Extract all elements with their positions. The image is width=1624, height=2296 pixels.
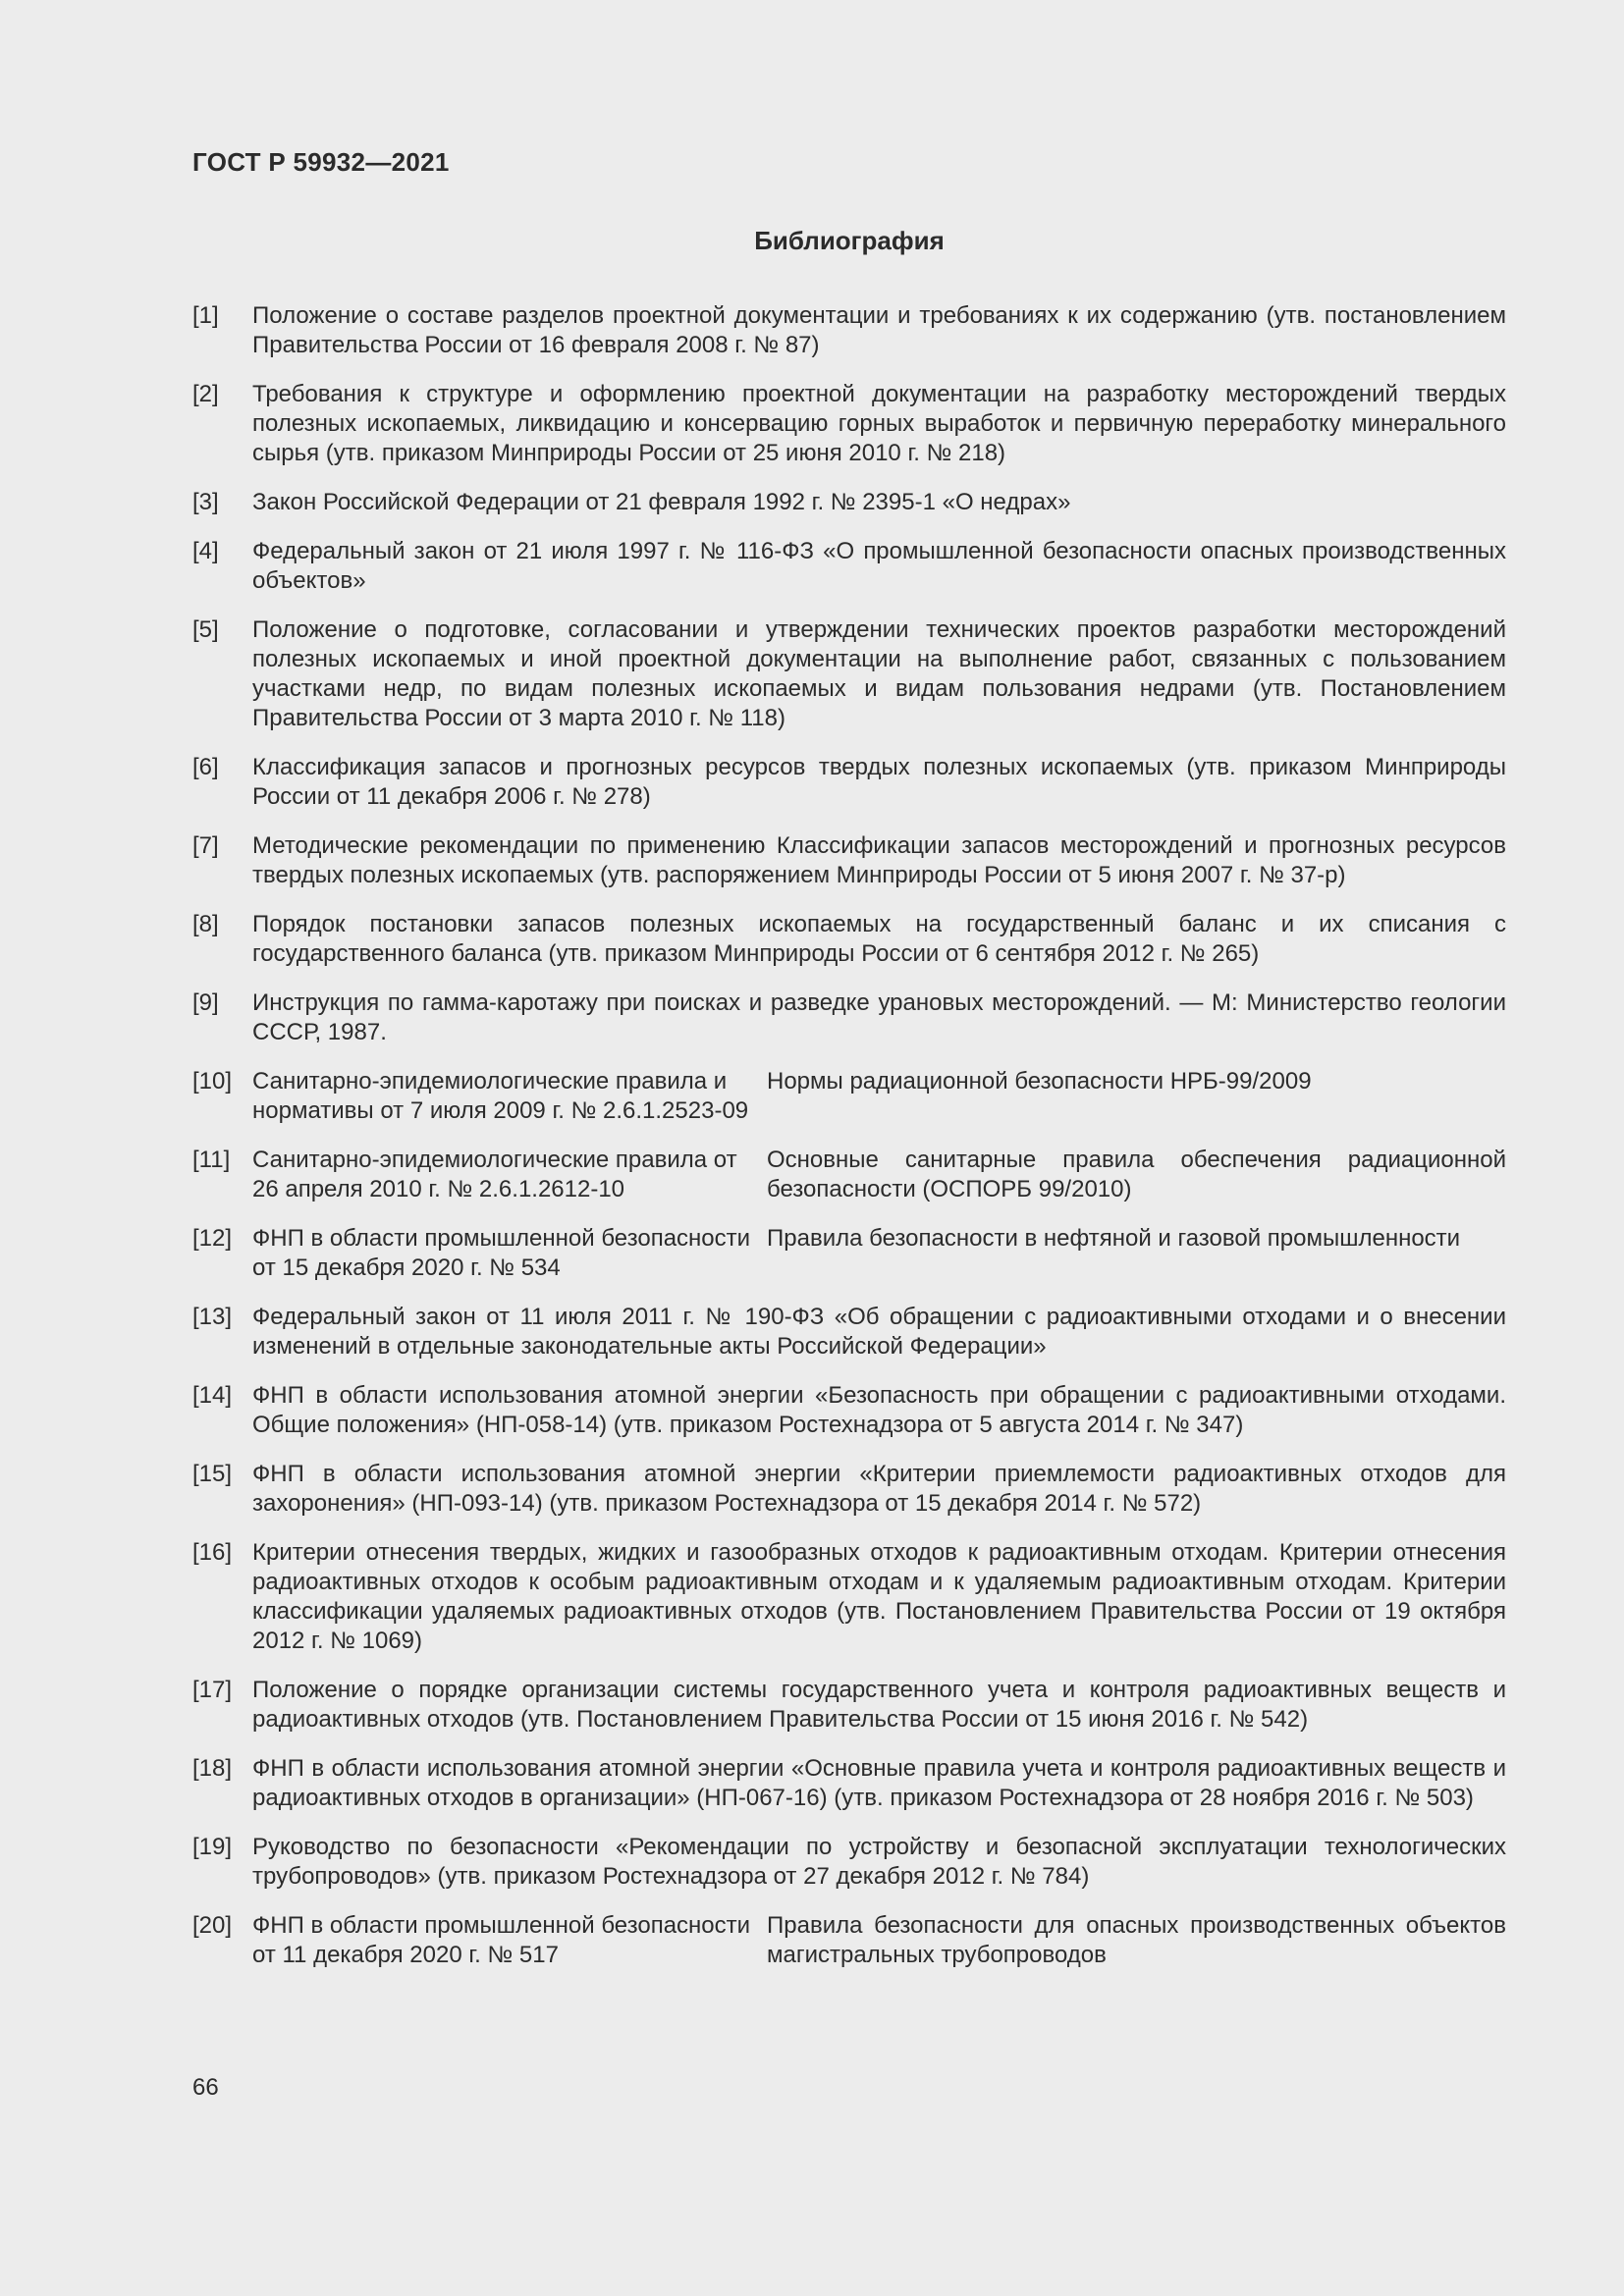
- bibliography-entry: [192, 488, 1506, 517]
- bibliography-entry: [192, 1676, 1506, 1735]
- entry-number: [9]: [192, 989, 219, 1016]
- entry-number: [15]: [192, 1461, 233, 1487]
- entry-text: Закон Российской Федерации от 21 февраля 1992 г. № 2395-1 «О недрах»: [252, 489, 1071, 515]
- bibliography-entry: [192, 831, 1506, 890]
- entry-text: Классификация запасов и прогнозных ресурсов твердых полезных ископаемых (утв. приказом Минприроды России от 11 декабря 2006 г. № 278): [252, 754, 1506, 810]
- bibliography-entry: [192, 1146, 1506, 1204]
- entry-number: [8]: [192, 911, 219, 937]
- entry-title: Правила безопасности в нефтяной и газовой промышленности: [767, 1225, 1461, 1252]
- page-title: Библиография: [754, 226, 945, 255]
- entry-text: Критерии отнесения твердых, жидких и газообразных отходов к радиоактивным отходам. Критерии отнесения радиоактивных отходов к особым радиоактивным отходам и к удаляемым радиоактивным отходам. Критерии классификации удаляемых радиоактивных отходов (утв. Постановлением Правительства России от 19 октября 2012 г. № 1069): [252, 1539, 1506, 1654]
- bibliography-entry: [192, 1303, 1506, 1362]
- bibliography-entry: [192, 615, 1506, 733]
- entry-number: [14]: [192, 1382, 233, 1409]
- entry-text: ФНП в области использования атомной энергии «Безопасность при обращении с радиоактивными отходами. Общие положения» (НП-058-14) (утв. приказом Ростехнадзора от 5 августа 2014 г. № 347): [252, 1382, 1506, 1438]
- bibliography-entry: [192, 988, 1506, 1047]
- entry-source: Санитарно-эпидемиологические правила и нормативы от 7 июля 2009 г. № 2.6.1.2523-09: [252, 1068, 749, 1124]
- entry-text: Федеральный закон от 21 июля 1997 г. № 116-ФЗ «О промышленной безопасности опасных производственных объектов»: [252, 538, 1506, 594]
- bibliography-entry: [192, 1833, 1506, 1892]
- document-code: ГОСТ Р 59932—2021: [192, 147, 450, 177]
- entry-number: [17]: [192, 1677, 233, 1703]
- entry-number: [18]: [192, 1755, 233, 1782]
- entry-title: Правила безопасности для опасных производственных объектов магистральных трубопроводов: [767, 1912, 1506, 1968]
- entry-text: Требования к структуре и оформлению проектной документации на разработку месторождений твердых полезных ископаемых, ликвидацию и консервацию горных выработок и первичную переработку минерального сырья (утв. приказом Минприроды России от 25 июня 2010 г. № 218): [252, 381, 1506, 466]
- entry-text: Порядок постановки запасов полезных ископаемых на государственный баланс и их списания с государственного баланса (утв. приказом Минприроды России от 6 сентября 2012 г. № 265): [252, 911, 1506, 967]
- entry-title: Нормы радиационной безопасности НРБ-99/2009: [767, 1068, 1312, 1095]
- bibliography-entry: [192, 380, 1506, 468]
- entry-source: ФНП в области промышленной безопасности от 15 декабря 2020 г. № 534: [252, 1225, 751, 1281]
- bibliography-list: [192, 301, 1506, 1990]
- entry-number: [19]: [192, 1834, 233, 1860]
- entry-number: [11]: [192, 1147, 231, 1173]
- entry-source: Санитарно-эпидемиологические правила от 26 апреля 2010 г. № 2.6.1.2612-10: [252, 1147, 737, 1202]
- entry-number: [20]: [192, 1912, 233, 1939]
- entry-text: Положение о порядке организации системы государственного учета и контроля радиоактивных веществ и радиоактивных отходов (утв. Постановлением Правительства России от 15 июня 2016 г. № 542): [252, 1677, 1506, 1733]
- bibliography-entry: [192, 1911, 1506, 1970]
- entry-two-column: [252, 1911, 1506, 1970]
- entry-number: [12]: [192, 1225, 233, 1252]
- entry-number: [7]: [192, 832, 219, 859]
- bibliography-entry: [192, 301, 1506, 360]
- bibliography-entry: [192, 1460, 1506, 1519]
- page-number: 66: [192, 2074, 219, 2101]
- entry-text: Методические рекомендации по применению Классификации запасов месторождений и прогнозных ресурсов твердых полезных ископаемых (утв. распоряжением Минприроды России от 5 июня 2007 г. № 37-р): [252, 832, 1506, 888]
- entry-number: [3]: [192, 489, 219, 515]
- entry-number: [1]: [192, 302, 219, 329]
- entry-number: [5]: [192, 616, 219, 643]
- entry-two-column: [252, 1067, 1506, 1126]
- entry-text: ФНП в области использования атомной энергии «Основные правила учета и контроля радиоактивных веществ и радиоактивных отходов в организации» (НП-067-16) (утв. приказом Ростехнадзора от 28 ноября 2016 г. № 503): [252, 1755, 1506, 1811]
- bibliography-entry: [192, 1067, 1506, 1126]
- entry-source: ФНП в области промышленной безопасности от 11 декабря 2020 г. № 517: [252, 1912, 751, 1968]
- entry-title: Основные санитарные правила обеспечения радиационной безопасности (ОСПОРБ 99/2010): [767, 1147, 1506, 1202]
- bibliography-entry: [192, 1754, 1506, 1813]
- entry-two-column: [252, 1146, 1506, 1204]
- bibliography-entry: [192, 537, 1506, 596]
- bibliography-entry: [192, 910, 1506, 969]
- entry-number: [10]: [192, 1068, 233, 1095]
- entry-number: [16]: [192, 1539, 233, 1566]
- entry-text: Руководство по безопасности «Рекомендации по устройству и безопасной эксплуатации технологических трубопроводов» (утв. приказом Ростехнадзора от 27 декабря 2012 г. № 784): [252, 1834, 1506, 1890]
- entry-text: Положение о составе разделов проектной документации и требованиях к их содержанию (утв. постановлением Правительства России от 16 февраля 2008 г. № 87): [252, 302, 1506, 358]
- entry-number: [4]: [192, 538, 219, 564]
- entry-text: Федеральный закон от 11 июля 2011 г. № 190-ФЗ «Об обращении с радиоактивными отходами и о внесении изменений в отдельные законодательные акты Российской Федерации»: [252, 1304, 1506, 1360]
- entry-text: ФНП в области использования атомной энергии «Критерии приемлемости радиоактивных отходов для захоронения» (НП-093-14) (утв. приказом Ростехнадзора от 15 декабря 2014 г. № 572): [252, 1461, 1506, 1517]
- bibliography-entry: [192, 1224, 1506, 1283]
- entry-text: Инструкция по гамма-каротажу при поисках и разведке урановых месторождений. — М: Министерство геологии СССР, 1987.: [252, 989, 1506, 1045]
- entry-number: [6]: [192, 754, 219, 780]
- entry-text: Положение о подготовке, согласовании и утверждении технических проектов разработки месторождений полезных ископаемых и иной проектной документации на выполнение работ, связанных с пользованием участками недр, по видам полезных ископаемых и видам пользования недрами (утв. Постановлением Правительства России от 3 марта 2010 г. № 118): [252, 616, 1506, 731]
- entry-number: [13]: [192, 1304, 233, 1330]
- bibliography-entry: [192, 1381, 1506, 1440]
- entry-two-column: [252, 1224, 1506, 1283]
- bibliography-entry: [192, 753, 1506, 812]
- entry-number: [2]: [192, 381, 219, 407]
- bibliography-entry: [192, 1538, 1506, 1656]
